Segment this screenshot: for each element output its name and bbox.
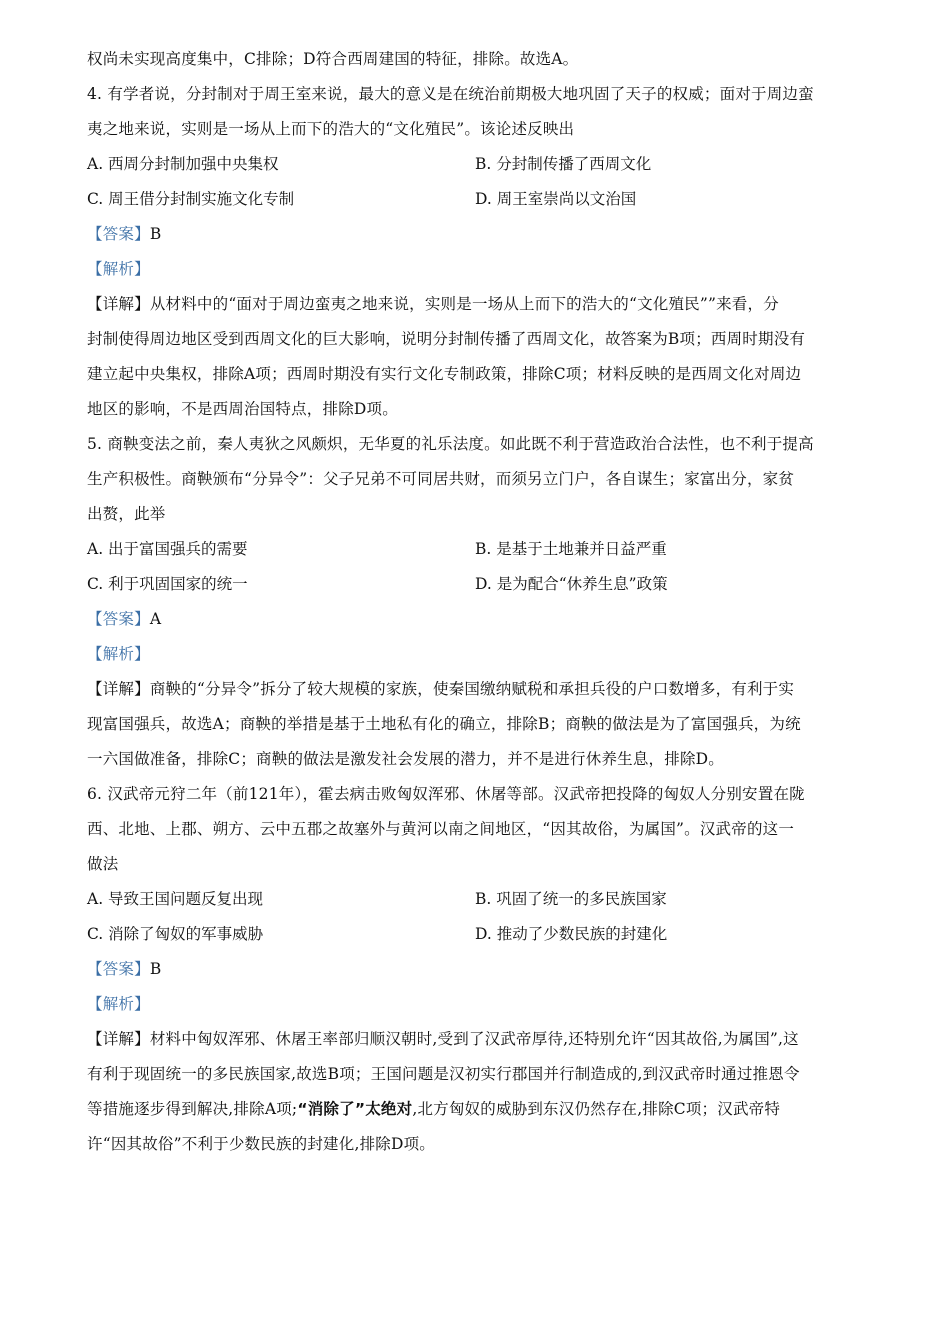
analysis-label: 【解析】 [87, 260, 150, 278]
detail-line: 封制使得周边地区受到西周文化的巨大影响，说明分封制传播了西周文化，故答案为B项；西周时期没有 [87, 330, 806, 348]
detail-label: 【详解】 [87, 680, 150, 698]
question-stem-line: 6. 汉武帝元狩二年（前121年），霍去病击败匈奴浑邪、休屠等部。汉武帝把投降的匈奴人分别安置在陇 [87, 785, 805, 803]
detail-text: 等措施逐步得到解决,排除A项; [87, 1100, 298, 1118]
option-d: D. 推动了少数民族的封建化 [475, 925, 668, 943]
options-row [87, 882, 863, 917]
analysis-label: 【解析】 [87, 995, 150, 1013]
options-row [87, 532, 863, 567]
analysis-line [87, 637, 863, 672]
option-a: A. 西周分封制加强中央集权 [87, 155, 279, 173]
question-stem-line: 西、北地、上郡、朔方、云中五郡之故塞外与黄河以南之间地区，“因其故俗，为属国”。汉武帝的这一 [87, 820, 795, 838]
document-page [87, 42, 863, 1162]
option-d: D. 周王室崇尚以文治国 [475, 190, 637, 208]
detail-text: 材料中匈奴浑邪、休屠王率部归顺汉朝时,受到了汉武帝厚待,还特别允许“因其故俗,为属国”,这 [149, 1030, 799, 1048]
option-b: B. 分封制传播了西周文化 [475, 155, 652, 173]
answer-label: 【答案】 [87, 960, 150, 978]
question-stem-line: 做法 [87, 855, 119, 873]
option-c: C. 周王借分封制实施文化专制 [87, 190, 295, 208]
question-4 [87, 77, 863, 427]
option-b: B. 巩固了统一的多民族国家 [475, 890, 667, 908]
question-stem-line: 5. 商鞅变法之前，秦人夷狄之风颇炽，无华夏的礼乐法度。如此既不利于营造政治合法性，也不利于提高 [87, 435, 814, 453]
option-a: A. 导致王国问题反复出现 [87, 890, 264, 908]
option-a: A. 出于富国强兵的需要 [87, 540, 248, 558]
question-5 [87, 427, 863, 777]
detail-line: 现富国强兵，故选A；商鞅的举措是基于土地私有化的确立，排除B；商鞅的做法是为了富国强兵，为统 [87, 715, 801, 733]
question-stem-line: 生产积极性。商鞅颁布“分异令”：父子兄弟不可同居共财，而须另立门户，各自谋生；家富出分，家贫 [87, 470, 795, 488]
analysis-label: 【解析】 [87, 645, 150, 663]
detail-line: 许“因其故俗”不利于少数民族的封建化,排除D项。 [87, 1135, 436, 1153]
answer-label: 【答案】 [87, 225, 150, 243]
detail-line: 地区的影响，不是西周治国特点，排除D项。 [87, 400, 398, 418]
detail-label: 【详解】 [87, 295, 150, 313]
detail-line: 有利于现固统一的多民族国家,故选B项；王国问题是汉初实行郡国并行制造成的,到汉武帝时通过推恩令 [87, 1065, 800, 1083]
detail-line [87, 1022, 863, 1057]
detail-line [87, 287, 863, 322]
option-b: B. 是基于土地兼并日益严重 [475, 540, 667, 558]
answer-label: 【答案】 [87, 610, 150, 628]
detail-label: 【详解】 [87, 1030, 150, 1048]
detail-line [87, 1092, 863, 1127]
detail-text: ,北方匈奴的威胁到东汉仍然存在,排除C项；汉武帝特 [412, 1100, 781, 1118]
analysis-line [87, 987, 863, 1022]
question-6 [87, 777, 863, 1162]
detail-line: 一六国做准备，排除C；商鞅的做法是激发社会发展的潜力，并不是进行休养生息，排除D。 [87, 750, 724, 768]
detail-line [87, 672, 863, 707]
options-row [87, 917, 863, 952]
option-d: D. 是为配合“休养生息”政策 [475, 575, 668, 593]
options-row [87, 567, 863, 602]
answer-line [87, 217, 863, 252]
emphasis-text: “消除了”太绝对 [297, 1100, 413, 1118]
question-stem-line: 出赘，此举 [87, 505, 166, 523]
answer-value: B [149, 960, 162, 978]
answer-value: A [149, 610, 162, 628]
option-c: C. 消除了匈奴的军事威胁 [87, 925, 264, 943]
detail-line: 建立起中央集权，排除A项；西周时期没有实行文化专制政策，排除C项；材料反映的是西周文化对周边 [87, 365, 802, 383]
answer-line [87, 602, 863, 637]
carryover-text: 权尚未实现高度集中，C排除；D符合西周建国的特征，排除。故选A。 [87, 50, 579, 68]
option-c: C. 利于巩固国家的统一 [87, 575, 248, 593]
analysis-line [87, 252, 863, 287]
answer-line [87, 952, 863, 987]
detail-text: 从材料中的“面对于周边蛮夷之地来说，实则是一场从上而下的浩大的“文化殖民””来看，分 [149, 295, 779, 313]
question-stem-line: 夷之地来说，实则是一场从上而下的浩大的“文化殖民”。该论述反映出 [87, 120, 575, 138]
detail-text: 商鞅的“分异令”拆分了较大规模的家族，使秦国缴纳赋税和承担兵役的户口数增多，有利于实 [149, 680, 795, 698]
answer-value: B [149, 225, 162, 243]
question-stem-line: 4. 有学者说，分封制对于周王室来说，最大的意义是在统治前期极大地巩固了天子的权威；面对于周边蛮 [87, 85, 814, 103]
options-row [87, 147, 863, 182]
options-row [87, 182, 863, 217]
